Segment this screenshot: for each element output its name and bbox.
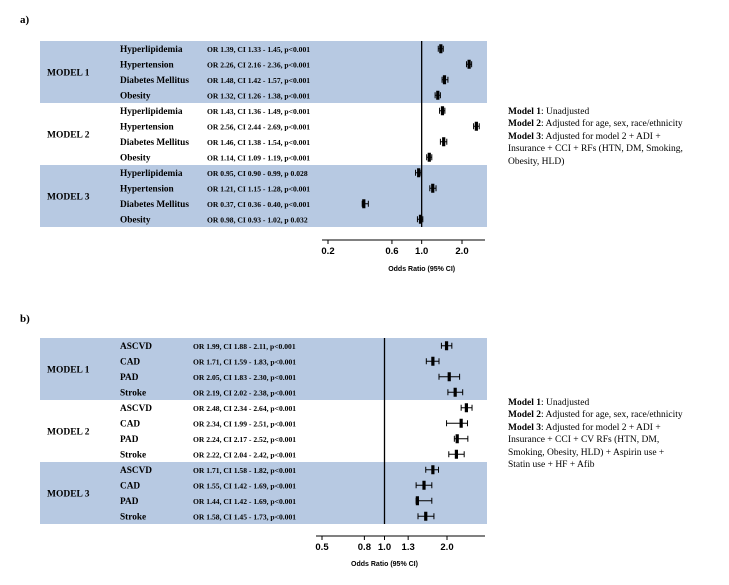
row-estimate-text: OR 1.55, CI 1.42 - 1.69, p<0.001	[193, 481, 297, 491]
row-label: Hypertension	[120, 60, 174, 71]
row-label: ASCVD	[120, 342, 153, 353]
row-estimate-text: OR 1.14, CI 1.09 - 1.19, p<0.001	[207, 153, 311, 163]
row-estimate-text: OR 0.37, CI 0.36 - 0.40, p<0.001	[207, 199, 311, 209]
row-estimate-text: OR 2.26, CI 2.16 - 2.36, p<0.001	[207, 60, 311, 70]
row-estimate-text: OR 1.32, CI 1.26 - 1.38, p<0.001	[207, 91, 311, 101]
row-estimate-text: OR 2.22, CI 2.04 - 2.42, p<0.001	[193, 450, 297, 460]
note-line	[508, 143, 683, 155]
note-model-name: Model 1	[508, 398, 541, 408]
row-estimate-text: OR 1.39, CI 1.33 - 1.45, p<0.001	[207, 44, 311, 54]
or-point	[475, 122, 478, 131]
note-model-name: Model 2	[508, 410, 541, 421]
note-text: : Unadjusted	[540, 398, 590, 408]
or-point	[417, 168, 420, 177]
row-label: CAD	[120, 481, 141, 492]
row-estimate-text: OR 2.56, CI 2.44 - 2.69, p<0.001	[207, 122, 311, 132]
row-label: Hyperlipidemia	[120, 45, 183, 56]
note-text: : Adjusted for model 2 + ADI +	[540, 422, 661, 433]
note-line	[508, 118, 683, 130]
note-line	[508, 409, 683, 421]
row-label: PAD	[120, 435, 139, 446]
note-text: : Adjusted for model 2 + ADI +	[540, 131, 661, 142]
row-estimate-text: OR 1.48, CI 1.42 - 1.57, p<0.001	[207, 75, 311, 85]
row-label: ASCVD	[120, 404, 153, 415]
row-label: Obesity	[120, 215, 151, 226]
row-estimate-text: OR 1.58, CI 1.45 - 1.73, p<0.001	[193, 512, 297, 522]
note-model-name: Model 3	[508, 131, 541, 142]
or-point	[428, 153, 431, 162]
note-text: Insurance + CCI + RFs (HTN, DM, Smoking,	[508, 144, 683, 155]
row-label: Hypertension	[120, 184, 174, 195]
row-label: CAD	[120, 357, 141, 368]
group-label-3: MODEL 3	[47, 192, 90, 203]
or-point	[431, 184, 434, 193]
row-estimate-text: OR 0.98, CI 0.93 - 1.02, p 0.032	[207, 215, 308, 225]
or-point	[416, 496, 419, 505]
row-estimate-text: OR 2.05, CI 1.83 - 2.30, p<0.001	[193, 372, 297, 382]
or-point	[431, 465, 434, 474]
row-label: ASCVD	[120, 466, 153, 477]
x-tick-label: 1.3	[401, 542, 415, 553]
or-point	[460, 419, 463, 428]
or-point	[436, 91, 439, 100]
x-tick-label: 0.8	[357, 542, 371, 553]
x-tick-label: 1.0	[415, 246, 429, 257]
row-label: PAD	[120, 373, 139, 384]
row-estimate-text: OR 0.95, CI 0.90 - 0.99, p 0.028	[207, 168, 308, 178]
or-point	[465, 403, 468, 412]
row-label: Hypertension	[120, 122, 174, 133]
row-estimate-text: OR 1.99, CI 1.88 - 2.11, p<0.001	[193, 341, 296, 351]
row-label: Diabetes Mellitus	[120, 76, 189, 87]
or-point	[443, 75, 446, 84]
note-line	[508, 447, 683, 459]
note-text: Insurance + CCI + CV RFs (HTN, DM,	[508, 435, 660, 446]
or-point	[424, 512, 427, 521]
note-line	[508, 397, 683, 409]
group-label-1: MODEL 1	[47, 365, 90, 376]
model-notes-b	[508, 397, 683, 471]
or-point	[441, 106, 444, 115]
panel-label-a: a)	[20, 14, 30, 26]
or-point	[456, 434, 459, 443]
note-line	[508, 106, 683, 118]
group-label-1: MODEL 1	[47, 68, 90, 79]
row-label: Diabetes Mellitus	[120, 200, 189, 211]
note-line	[508, 434, 683, 446]
row-label: PAD	[120, 497, 139, 508]
row-label: Stroke	[120, 512, 147, 523]
row-label: Stroke	[120, 450, 147, 461]
note-text: Statin use + HF + Afib	[508, 460, 595, 471]
note-line	[508, 131, 683, 143]
row-estimate-text: OR 2.34, CI 1.99 - 2.51, p<0.001	[193, 419, 297, 429]
note-text: : Unadjusted	[540, 107, 590, 117]
note-text: Obesity, HLD)	[508, 156, 565, 167]
row-estimate-text: OR 1.71, CI 1.58 - 1.82, p<0.001	[193, 465, 297, 475]
or-point	[468, 60, 471, 69]
note-text: : Adjusted for age, sex, race/ethnicity	[540, 119, 683, 130]
x-tick-label: 1.0	[377, 542, 392, 553]
note-line	[508, 459, 683, 471]
x-tick-label: 0.6	[385, 246, 399, 257]
x-axis-title: Odds Ratio (95% CI)	[388, 266, 456, 273]
x-axis-title: Odds Ratio (95% CI)	[351, 561, 418, 568]
panel-label-b: b)	[20, 313, 30, 325]
note-text: Smoking, Obesity, HLD) + Aspirin use +	[508, 447, 665, 458]
x-tick-label: 2.0	[440, 542, 454, 553]
x-tick-label: 0.5	[315, 542, 329, 553]
row-estimate-text: OR 1.21, CI 1.15 - 1.28, p<0.001	[207, 184, 311, 194]
row-label: Diabetes Mellitus	[120, 138, 189, 149]
note-line	[508, 156, 683, 168]
or-point	[439, 44, 442, 53]
note-line	[508, 422, 683, 434]
row-label: CAD	[120, 419, 141, 430]
or-point	[431, 357, 434, 366]
note-text: : Adjusted for age, sex, race/ethnicity	[540, 410, 683, 421]
note-model-name: Model 3	[508, 422, 541, 433]
row-label: Obesity	[120, 91, 151, 102]
model-notes-a	[508, 106, 683, 168]
or-point	[442, 137, 445, 146]
row-estimate-text: OR 2.48, CI 2.34 - 2.64, p<0.001	[193, 403, 297, 413]
row-label: Hyperlipidemia	[120, 169, 183, 180]
row-label: Hyperlipidemia	[120, 107, 183, 118]
group-label-2: MODEL 2	[47, 427, 90, 438]
or-point	[422, 481, 425, 490]
or-point	[455, 450, 458, 459]
x-tick-label: 2.0	[455, 246, 469, 257]
or-point	[362, 199, 365, 208]
row-estimate-text: OR 1.71, CI 1.59 - 1.83, p<0.001	[193, 357, 297, 367]
row-estimate-text: OR 2.19, CI 2.02 - 2.38, p<0.001	[193, 388, 297, 398]
row-label: Obesity	[120, 153, 151, 164]
group-label-3: MODEL 3	[47, 489, 90, 500]
x-tick-label: 0.2	[321, 246, 335, 257]
or-point	[448, 372, 451, 381]
note-model-name: Model 2	[508, 119, 541, 130]
row-label: Stroke	[120, 388, 147, 399]
row-estimate-text: OR 1.43, CI 1.36 - 1.49, p<0.001	[207, 106, 311, 116]
note-model-name: Model 1	[508, 107, 541, 117]
row-estimate-text: OR 2.24, CI 2.17 - 2.52, p<0.001	[193, 434, 297, 444]
group-label-2: MODEL 2	[47, 130, 90, 141]
or-point	[445, 341, 448, 350]
row-estimate-text: OR 1.44, CI 1.42 - 1.69, p<0.001	[193, 496, 297, 506]
row-estimate-text: OR 1.46, CI 1.38 - 1.54, p<0.001	[207, 137, 311, 147]
or-point	[454, 388, 457, 397]
